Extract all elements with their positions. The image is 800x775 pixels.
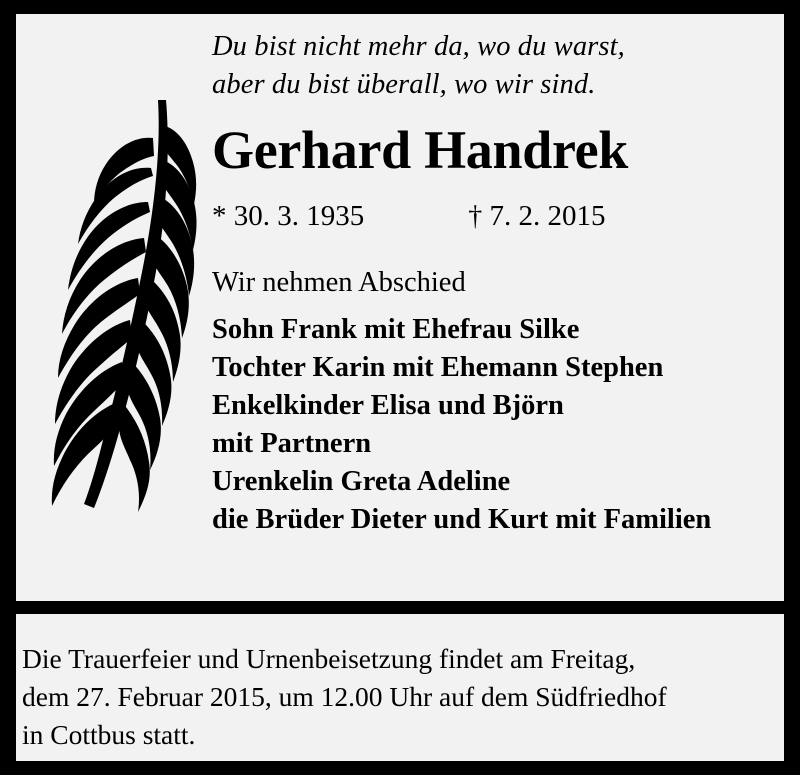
deceased-name: Gerhard Handrek xyxy=(212,119,629,180)
notice-lower-section xyxy=(16,614,784,754)
ceremony-line: in Cottbus statt. xyxy=(22,718,196,750)
family-line: mit Partnern xyxy=(212,428,372,460)
ceremony-line: Die Trauerfeier und Urnenbeisetzung findet am Freitag, xyxy=(22,643,636,674)
ceremony-line: dem 27. Februar 2015, um 12.00 Uhr auf dem Südfriedhof xyxy=(22,680,667,712)
quote-line-1: Du bist nicht mehr da, wo du warst, xyxy=(212,31,625,62)
memorial-quote xyxy=(212,28,778,104)
family-line: Enkelkinder Elisa und Björn xyxy=(212,390,564,422)
notice-text-column xyxy=(212,28,778,539)
family-line: die Brüder Dieter und Kurt mit Familien xyxy=(212,503,712,535)
death-date: 7. 2. 2015 xyxy=(489,200,606,233)
ceremony-details xyxy=(22,640,776,754)
quote-line-2: aber du bist überall, wo wir sind. xyxy=(212,68,596,100)
family-list xyxy=(212,311,778,538)
family-line: Urenkelin Greta Adeline xyxy=(212,466,511,498)
death-date-group xyxy=(468,200,605,233)
notice-upper-section xyxy=(16,14,784,614)
family-line: Tochter Karin mit Ehemann Stephen xyxy=(212,352,664,384)
family-line: Sohn Frank mit Ehefrau Silke xyxy=(212,314,580,346)
farewell-line: Wir nehmen Abschied xyxy=(212,267,466,299)
life-dates xyxy=(212,200,778,233)
cross-dagger-icon: † xyxy=(468,201,483,233)
notice-inner xyxy=(16,14,784,761)
palm-frond-icon xyxy=(30,92,205,522)
birth-date: * 30. 3. 1935 xyxy=(212,200,365,233)
